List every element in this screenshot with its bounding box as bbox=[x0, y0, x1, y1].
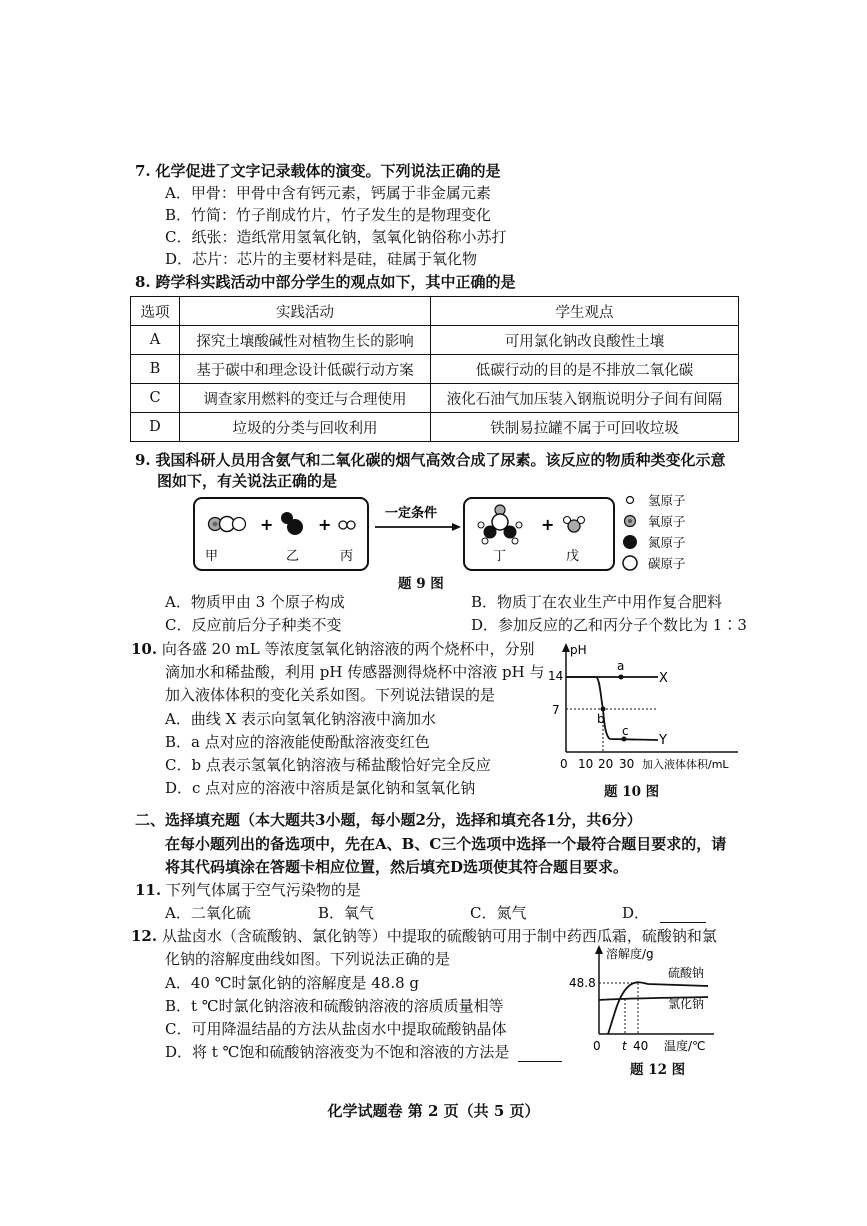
legend-nitrogen-icon bbox=[623, 535, 637, 549]
q9-label-ding: 丁 bbox=[493, 549, 507, 564]
q11-stem bbox=[135, 880, 361, 900]
molecule-wu bbox=[564, 517, 585, 533]
q9-number: 9. bbox=[135, 451, 151, 469]
q10-xtick-30: 30 bbox=[619, 757, 635, 771]
q8-table-header bbox=[131, 297, 739, 326]
q12-option-d bbox=[165, 1042, 562, 1062]
q12-ytick: 48.8 bbox=[569, 976, 596, 990]
q8-cell-view: 低碳行动的目的是不排放二氧化碳 bbox=[431, 355, 739, 384]
q9-label-jia: 甲 bbox=[205, 549, 219, 564]
q9-label-bing: 丙 bbox=[340, 549, 354, 564]
q10-label-a: a bbox=[617, 659, 625, 673]
q7-option-d: D．芯片：芯片的主要材料是硅，硅属于氧化物 bbox=[165, 250, 478, 268]
q12-ylabel: 溶解度/g bbox=[606, 947, 654, 961]
legend-carbon-icon bbox=[623, 556, 637, 570]
q10-xtick-0: 0 bbox=[560, 757, 568, 771]
q8-cell-option: A bbox=[131, 326, 180, 355]
q10-stem-line2: 滴加水和稀盐酸，利用 pH 传感器测得烧杯中溶液 pH 与 bbox=[165, 663, 545, 681]
q9-option-a: A．物质甲由 3 个原子构成 bbox=[165, 593, 345, 611]
q12-number: 12. bbox=[131, 927, 158, 945]
q8-table-row bbox=[131, 355, 739, 384]
molecule-jia bbox=[209, 517, 246, 532]
q12-xlabel: 温度/℃ bbox=[664, 1039, 706, 1053]
section2-desc1: 在每小题列出的备选项中，先在A、B、C三个选项中选择一个最符合题目要求的，请 bbox=[165, 835, 727, 853]
q10-xlabel: 加入液体体积/mL bbox=[642, 758, 729, 771]
legend-hydrogen: 氢原子 bbox=[648, 493, 686, 508]
q12-option-c: C．可用降温结晶的方法从盐卤水中提取硫酸钠晶体 bbox=[165, 1020, 507, 1038]
q9-stem-line1: 我国科研人员用含氨气和二氧化碳的烟气高效合成了尿素。该反应的物质种类变化示意 bbox=[155, 451, 726, 469]
q10-option-b: B．a 点对应的溶液能使酚酞溶液变红色 bbox=[165, 733, 430, 751]
q9-option-b: B．物质丁在农业生产中用作复合肥料 bbox=[471, 593, 723, 611]
q8-cell-view: 铁制易拉罐不属于可回收垃圾 bbox=[431, 413, 739, 442]
q7-option-a: A．甲骨：甲骨中含有钙元素，钙属于非金属元素 bbox=[165, 184, 491, 202]
q12-chart bbox=[568, 942, 718, 1062]
q12-option-a: A．40 ℃时氯化钠的溶解度是 48.8 g bbox=[165, 974, 420, 992]
q12-stem-text1: 从盐卤水（含硫酸钠、氯化钠等）中提取的硫酸钠可用于制中药西瓜霜，硫酸钠和氯 bbox=[161, 927, 717, 945]
q8-header-activity: 实践活动 bbox=[180, 297, 431, 326]
q12-series-na2so4: 硫酸钠 bbox=[668, 966, 705, 980]
q8-cell-option: B bbox=[131, 355, 180, 384]
q10-label-b: b bbox=[597, 712, 605, 726]
q10-stem-line1 bbox=[131, 639, 534, 659]
q12-option-d-text: D．将 t ℃饱和硫酸钠溶液变为不饱和溶液的方法是 bbox=[165, 1043, 510, 1061]
q10-chart bbox=[548, 640, 748, 780]
q10-stem-line3: 加入液体体积的变化关系如图。下列说法错误的是 bbox=[165, 686, 496, 704]
q10-ytick-7: 7 bbox=[552, 703, 560, 717]
q11-option-d bbox=[622, 903, 706, 923]
q8-number: 8. bbox=[135, 273, 151, 291]
q12-xtick-40: 40 bbox=[633, 1039, 649, 1053]
q9-option-d: D．参加反应的乙和丙分子个数比为 1∶3 bbox=[471, 616, 747, 634]
q12-caption: 题 12 图 bbox=[630, 1062, 686, 1078]
q9-molecule-diagram bbox=[190, 490, 710, 580]
q7-number: 7. bbox=[135, 162, 151, 180]
q10-point-b bbox=[601, 707, 606, 712]
section2-title: 二、选择填充题（本大题共3小题，每小题2分，选择和填充各1分，共6分） bbox=[135, 811, 642, 829]
q10-caption: 题 10 图 bbox=[604, 784, 660, 800]
q12-xtick-0: 0 bbox=[593, 1039, 601, 1053]
q10-ylabel: pH bbox=[570, 643, 587, 657]
q8-stem bbox=[135, 272, 515, 292]
q8-cell-activity: 垃圾的分类与回收利用 bbox=[180, 413, 431, 442]
q11-option-a: A．二氧化硫 bbox=[165, 904, 251, 922]
q11-option-b: B．氧气 bbox=[318, 904, 375, 922]
molecule-ding bbox=[478, 505, 522, 544]
q9-option-c: C．反应前后分子种类不变 bbox=[165, 616, 342, 634]
q12-option-b: B．t ℃时氯化钠溶液和硫酸钠溶液的溶质质量相等 bbox=[165, 997, 504, 1015]
q8-header-view: 学生观点 bbox=[431, 297, 739, 326]
q11-option-d-label: D． bbox=[622, 904, 650, 922]
q12-answer-blank bbox=[518, 1047, 562, 1062]
q8-table-row bbox=[131, 326, 739, 355]
q11-option-c: C．氮气 bbox=[470, 904, 527, 922]
q8-cell-activity: 探究土壤酸碱性对植物生长的影响 bbox=[180, 326, 431, 355]
q10-number: 10. bbox=[131, 640, 158, 658]
q10-ytick-14: 14 bbox=[548, 669, 564, 683]
q8-table bbox=[130, 296, 739, 442]
legend-nitrogen: 氮原子 bbox=[648, 535, 686, 550]
q9-legend bbox=[623, 493, 686, 571]
q9-label-yi: 乙 bbox=[286, 549, 300, 564]
legend-oxygen: 氧原子 bbox=[648, 514, 686, 529]
q8-cell-view: 液化石油气加压装入钢瓶说明分子间有间隔 bbox=[431, 384, 739, 413]
q11-stem-text: 下列气体属于空气污染物的是 bbox=[165, 881, 361, 899]
q9-label-wu: 戊 bbox=[566, 549, 580, 564]
molecule-yi bbox=[281, 512, 303, 535]
q8-stem-text: 跨学科实践活动中部分学生的观点如下，其中正确的是 bbox=[155, 273, 516, 291]
q10-option-c: C．b 点表示氢氧化钠溶液与稀盐酸恰好完全反应 bbox=[165, 756, 491, 774]
q9-caption: 题 9 图 bbox=[398, 576, 444, 592]
q12-series-nacl: 氯化钠 bbox=[668, 997, 705, 1011]
q9-stem bbox=[135, 450, 725, 470]
q7-option-c: C．纸张：造纸常用氢氧化钠，氢氧化钠俗称小苏打 bbox=[165, 228, 507, 246]
q10-xtick-10: 10 bbox=[578, 757, 594, 771]
q8-cell-activity: 调查家用燃料的变迁与合理使用 bbox=[180, 384, 431, 413]
q7-stem-text: 化学促进了文字记录载体的演变。下列说法正确的是 bbox=[155, 162, 501, 180]
q10-stem-text1: 向各盛 20 mL 等浓度氢氧化钠溶液的两个烧杯中，分别 bbox=[161, 640, 535, 658]
q12-stem-line2: 化钠的溶解度曲线如图。下列说法正确的是 bbox=[165, 950, 451, 968]
q9-condition: 一定条件 bbox=[385, 506, 438, 521]
q8-cell-option: C bbox=[131, 384, 180, 413]
q8-table-row bbox=[131, 413, 739, 442]
q10-label-c: c bbox=[622, 724, 629, 738]
section2-desc2: 将其代码填涂在答题卡相应位置，然后填充D选项使其符合题目要求。 bbox=[165, 858, 629, 876]
q10-option-a: A．曲线 X 表示向氢氧化钠溶液中滴加水 bbox=[165, 710, 437, 728]
q9-plus-1: + bbox=[260, 515, 274, 534]
legend-carbon: 碳原子 bbox=[648, 556, 686, 571]
q7-stem bbox=[135, 161, 500, 181]
q8-table-row bbox=[131, 384, 739, 413]
q9-plus-3: + bbox=[541, 515, 555, 534]
q7-option-b: B．竹简：竹子削成竹片，竹子发生的是物理变化 bbox=[165, 206, 492, 224]
q9-stem-line2: 图如下，有关说法正确的是 bbox=[157, 472, 338, 490]
q8-header-option: 选项 bbox=[131, 297, 180, 326]
q8-cell-option: D bbox=[131, 413, 180, 442]
legend-hydrogen-icon bbox=[627, 497, 634, 504]
q8-cell-view: 可用氯化钠改良酸性土壤 bbox=[431, 326, 739, 355]
q8-cell-activity: 基于碳中和理念设计低碳行动方案 bbox=[180, 355, 431, 384]
q10-series-x: X bbox=[659, 671, 668, 686]
q9-plus-2: + bbox=[318, 515, 332, 534]
q12-xtick-t: t bbox=[622, 1039, 627, 1053]
molecule-bing bbox=[339, 521, 355, 529]
q11-answer-blank bbox=[660, 908, 706, 923]
q10-series-y: Y bbox=[659, 733, 667, 748]
q10-point-a bbox=[619, 675, 624, 680]
q10-xtick-20: 20 bbox=[598, 757, 614, 771]
q11-number: 11. bbox=[135, 881, 162, 899]
q10-option-d: D．c 点对应的溶液中溶质是氯化钠和氢氧化钠 bbox=[165, 779, 476, 797]
q9-arrow-head bbox=[452, 523, 461, 531]
page-footer: 化学试题卷 第 2 页（共 5 页） bbox=[327, 1102, 540, 1120]
